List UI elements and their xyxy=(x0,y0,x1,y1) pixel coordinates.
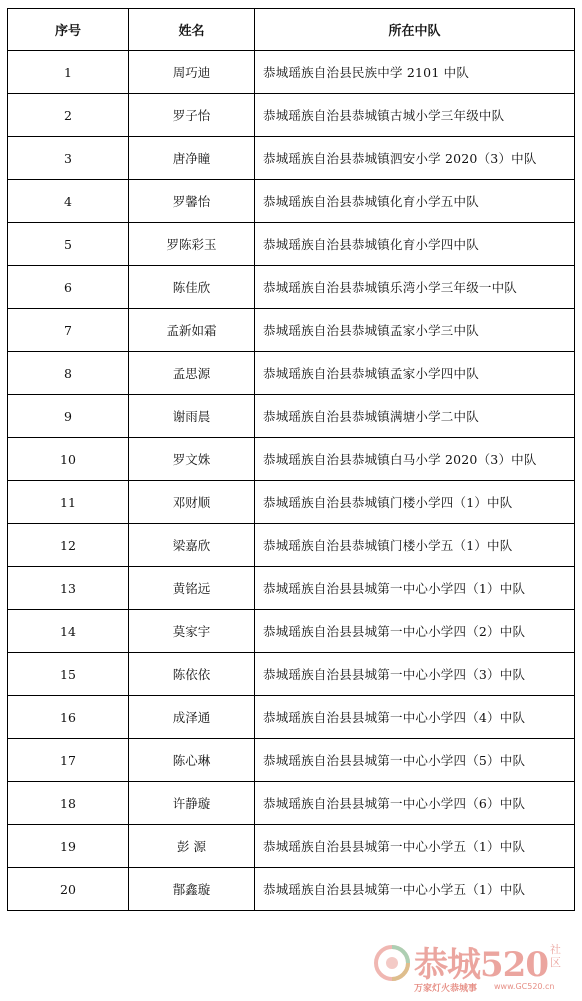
cell-name: 罗子怡 xyxy=(129,94,255,137)
roster-table xyxy=(7,8,575,911)
table-row xyxy=(8,180,575,223)
table-header xyxy=(8,9,575,51)
cell-index: 5 xyxy=(8,223,129,266)
cell-unit: 恭城瑶族自治县县城第一中心小学五（1）中队 xyxy=(255,868,575,911)
cell-name: 罗陈彩玉 xyxy=(129,223,255,266)
cell-unit: 恭城瑶族自治县县城第一中心小学四（5）中队 xyxy=(255,739,575,782)
header-unit: 所在中队 xyxy=(255,9,575,51)
table-row xyxy=(8,223,575,266)
cell-index: 7 xyxy=(8,309,129,352)
cell-unit: 恭城瑶族自治县恭城镇门楼小学四（1）中队 xyxy=(255,481,575,524)
table-row xyxy=(8,653,575,696)
gc520-logo-icon xyxy=(374,945,410,981)
cell-name: 陈心琳 xyxy=(129,739,255,782)
table-row xyxy=(8,266,575,309)
table-row xyxy=(8,352,575,395)
cell-unit: 恭城瑶族自治县恭城镇化育小学五中队 xyxy=(255,180,575,223)
cell-unit: 恭城瑶族自治县民族中学 2101 中队 xyxy=(255,51,575,94)
table-row xyxy=(8,395,575,438)
table-row xyxy=(8,481,575,524)
header-index: 序号 xyxy=(8,9,129,51)
cell-name: 周巧迪 xyxy=(129,51,255,94)
cell-unit: 恭城瑶族自治县恭城镇满塘小学二中队 xyxy=(255,395,575,438)
cell-name: 罗馨怡 xyxy=(129,180,255,223)
cell-index: 10 xyxy=(8,438,129,481)
cell-index: 19 xyxy=(8,825,129,868)
cell-unit: 恭城瑶族自治县恭城镇孟家小学四中队 xyxy=(255,352,575,395)
header-name: 姓名 xyxy=(129,9,255,51)
table-row xyxy=(8,696,575,739)
cell-index: 14 xyxy=(8,610,129,653)
table-row xyxy=(8,51,575,94)
site-watermark xyxy=(374,935,574,997)
cell-index: 9 xyxy=(8,395,129,438)
cell-index: 20 xyxy=(8,868,129,911)
cell-unit: 恭城瑶族自治县县城第一中心小学四（4）中队 xyxy=(255,696,575,739)
cell-unit: 恭城瑶族自治县县城第一中心小学四（2）中队 xyxy=(255,610,575,653)
cell-name: 孟思源 xyxy=(129,352,255,395)
table-row xyxy=(8,524,575,567)
cell-unit: 恭城瑶族自治县县城第一中心小学四（3）中队 xyxy=(255,653,575,696)
table-row xyxy=(8,782,575,825)
cell-unit: 恭城瑶族自治县恭城镇孟家小学三中队 xyxy=(255,309,575,352)
cell-index: 6 xyxy=(8,266,129,309)
watermark-title: 恭城520 xyxy=(414,945,548,985)
cell-unit: 恭城瑶族自治县恭城镇化育小学四中队 xyxy=(255,223,575,266)
table-row xyxy=(8,137,575,180)
watermark-url: www.GC520.cn xyxy=(494,982,555,991)
cell-index: 8 xyxy=(8,352,129,395)
table-row xyxy=(8,868,575,911)
table-row xyxy=(8,438,575,481)
cell-index: 3 xyxy=(8,137,129,180)
table-body xyxy=(8,51,575,911)
cell-name: 梁嘉欣 xyxy=(129,524,255,567)
cell-name: 孟新如霜 xyxy=(129,309,255,352)
cell-name: 鄁鑫璇 xyxy=(129,868,255,911)
cell-unit: 恭城瑶族自治县恭城镇泗安小学 2020（3）中队 xyxy=(255,137,575,180)
cell-unit: 恭城瑶族自治县县城第一中心小学五（1）中队 xyxy=(255,825,575,868)
cell-index: 17 xyxy=(8,739,129,782)
cell-index: 16 xyxy=(8,696,129,739)
cell-index: 13 xyxy=(8,567,129,610)
cell-name: 谢雨晨 xyxy=(129,395,255,438)
cell-name: 唐净瞳 xyxy=(129,137,255,180)
cell-index: 1 xyxy=(8,51,129,94)
cell-unit: 恭城瑶族自治县恭城镇白马小学 2020（3）中队 xyxy=(255,438,575,481)
cell-name: 许静璇 xyxy=(129,782,255,825)
table-row xyxy=(8,825,575,868)
header-row xyxy=(8,9,575,51)
cell-unit: 恭城瑶族自治县县城第一中心小学四（6）中队 xyxy=(255,782,575,825)
table-row xyxy=(8,739,575,782)
cell-name: 莫家宇 xyxy=(129,610,255,653)
table-row xyxy=(8,610,575,653)
cell-name: 黄铭远 xyxy=(129,567,255,610)
cell-name: 邓财顺 xyxy=(129,481,255,524)
cell-name: 陈佳欣 xyxy=(129,266,255,309)
watermark-tag: 社区 xyxy=(550,943,561,969)
table-row xyxy=(8,567,575,610)
cell-unit: 恭城瑶族自治县县城第一中心小学四（1）中队 xyxy=(255,567,575,610)
cell-index: 15 xyxy=(8,653,129,696)
watermark-slogan: 万家灯火恭城事 xyxy=(414,984,478,994)
cell-name: 罗文姝 xyxy=(129,438,255,481)
cell-index: 11 xyxy=(8,481,129,524)
cell-name: 彭 源 xyxy=(129,825,255,868)
cell-index: 4 xyxy=(8,180,129,223)
cell-unit: 恭城瑶族自治县恭城镇乐湾小学三年级一中队 xyxy=(255,266,575,309)
cell-name: 成泽通 xyxy=(129,696,255,739)
cell-index: 12 xyxy=(8,524,129,567)
cell-index: 2 xyxy=(8,94,129,137)
cell-index: 18 xyxy=(8,782,129,825)
table-row xyxy=(8,309,575,352)
cell-unit: 恭城瑶族自治县恭城镇古城小学三年级中队 xyxy=(255,94,575,137)
cell-name: 陈依依 xyxy=(129,653,255,696)
table-row xyxy=(8,94,575,137)
cell-unit: 恭城瑶族自治县恭城镇门楼小学五（1）中队 xyxy=(255,524,575,567)
